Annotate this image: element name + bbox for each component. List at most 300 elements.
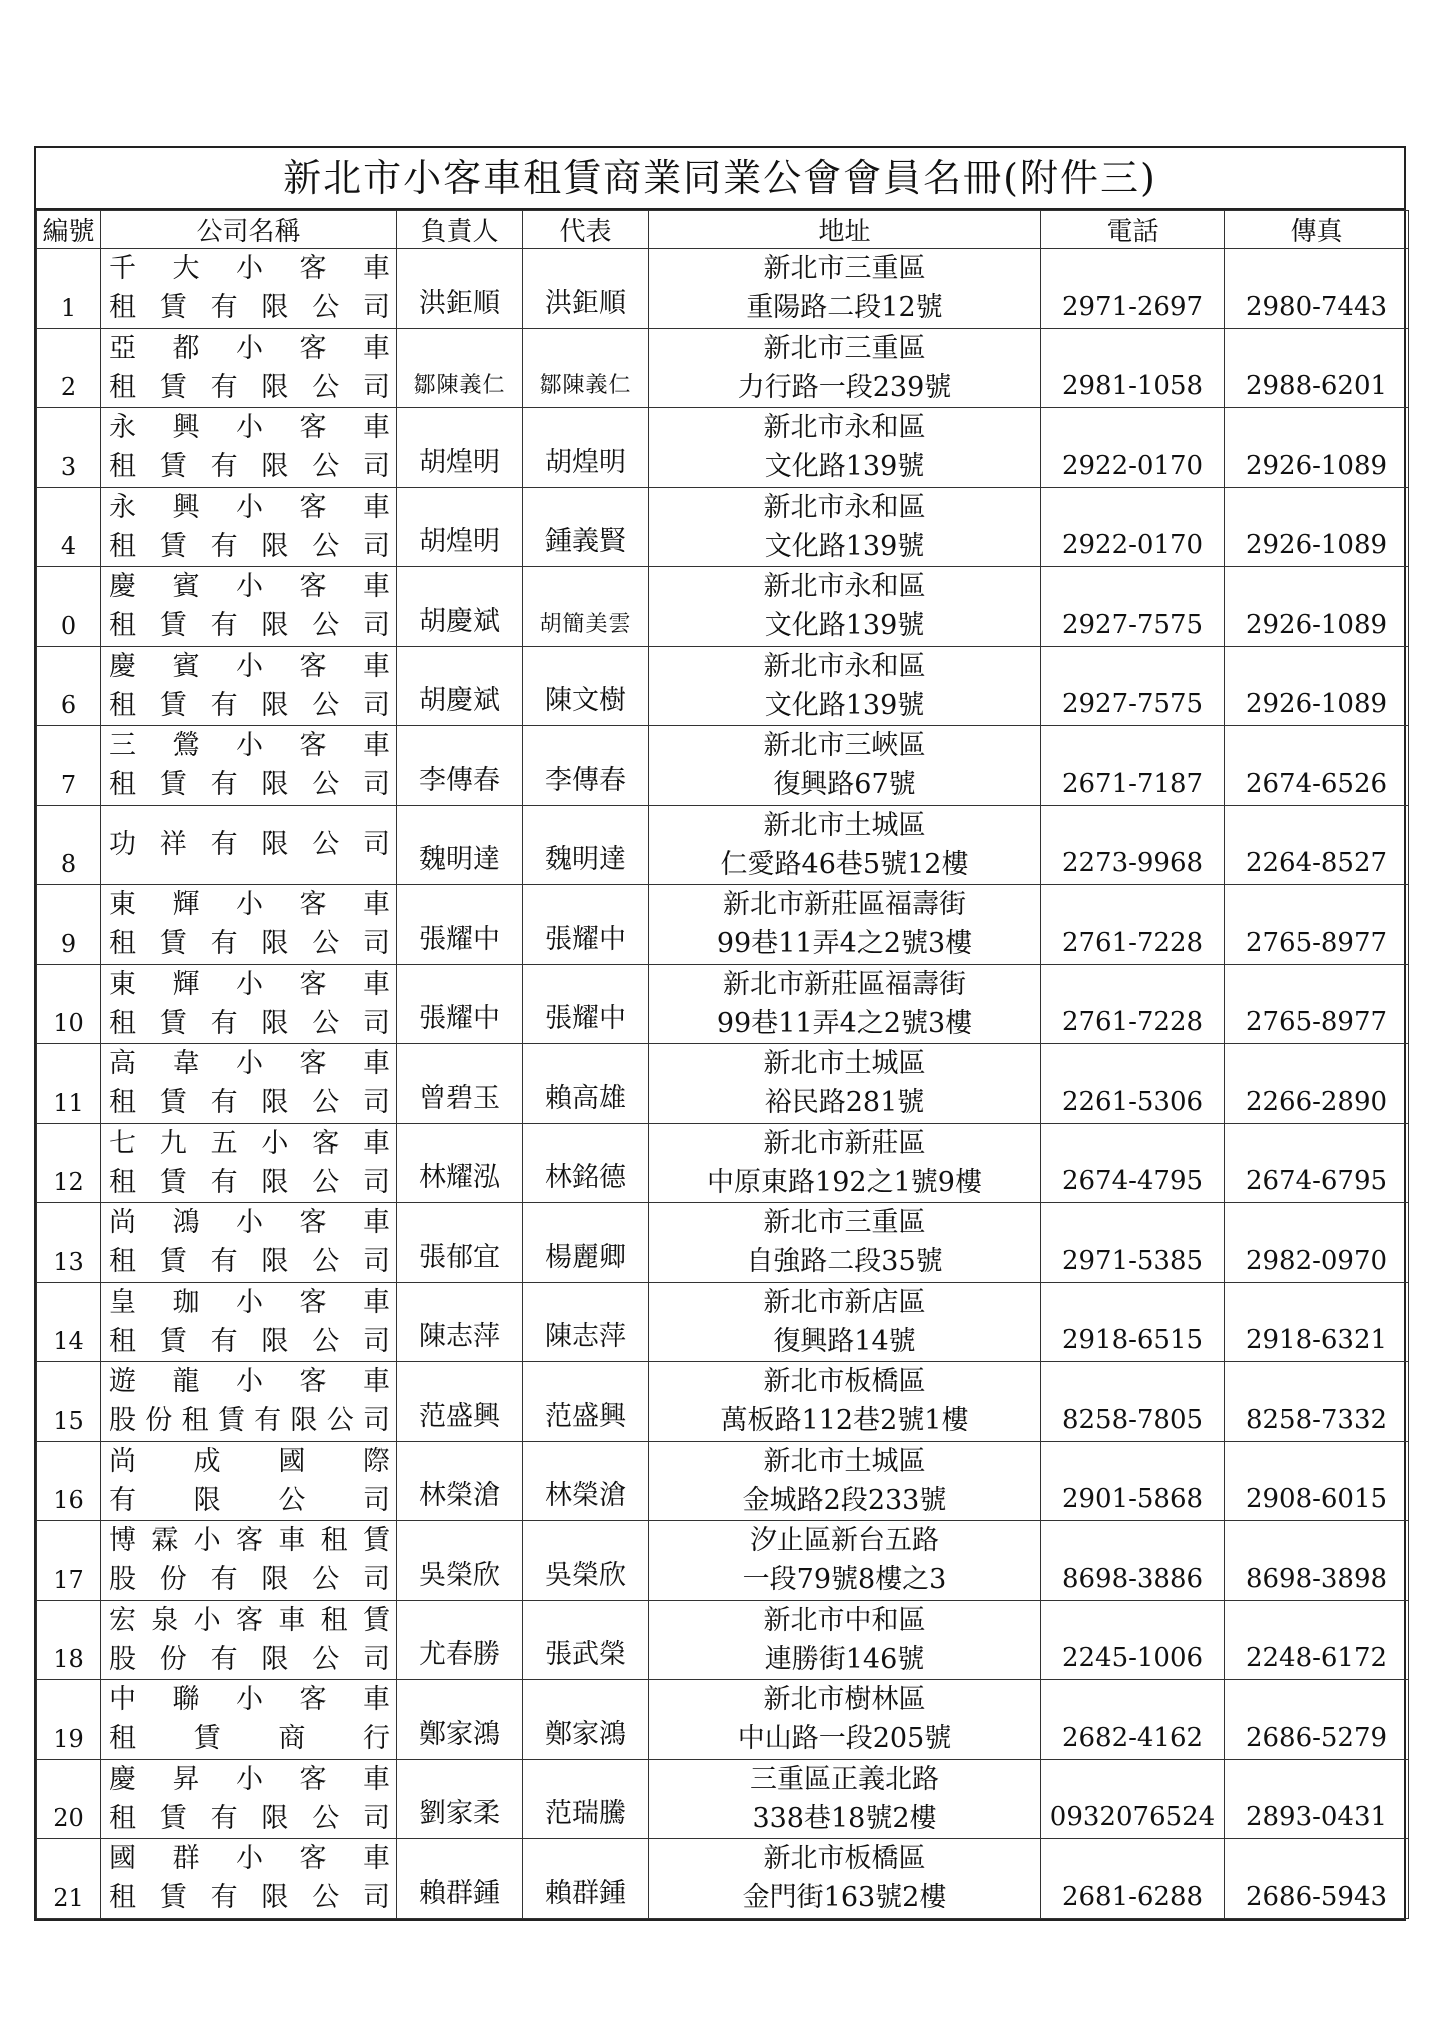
member-number: 21 (37, 1839, 101, 1919)
company-name-char: 客 (235, 1604, 263, 1636)
address-line: 文化路139號 (764, 530, 925, 562)
company-name-char: 租 (320, 1604, 348, 1636)
address-line: 金門街163號2樓 (742, 1882, 947, 1914)
owner-name: 吳榮欣 (397, 1521, 523, 1601)
company-name-char: 司 (362, 1882, 390, 1914)
company-name-char: 租 (109, 1007, 136, 1039)
fax-number: 2266-2890 (1225, 1044, 1409, 1124)
representative-name: 林榮滄 (523, 1441, 649, 1521)
company-name-char: 車 (363, 1763, 390, 1795)
company-name-char: 賃 (159, 371, 187, 403)
fax-number: 2908-6015 (1225, 1441, 1409, 1521)
company-name (101, 1203, 397, 1283)
company-name-char: 群 (172, 1843, 200, 1875)
fax-number: 2980-7443 (1225, 249, 1409, 329)
address-line: 新北市土城區 (763, 1445, 926, 1477)
company-name-char: 有 (210, 1166, 238, 1198)
address (649, 964, 1041, 1044)
table-row (37, 487, 1409, 567)
company-name-char: 小 (236, 1286, 263, 1318)
company-name-char: 賃 (159, 1087, 187, 1119)
company-name (101, 487, 397, 567)
owner-name: 胡慶斌 (397, 646, 523, 726)
company-name-char: 限 (261, 292, 289, 324)
company-name-char: 司 (362, 1643, 390, 1675)
address (649, 1600, 1041, 1680)
phone-number: 2761-7228 (1041, 885, 1225, 965)
company-name (101, 1441, 397, 1521)
owner-name: 洪鉅順 (397, 249, 523, 329)
address-line: 新北市新莊區福壽街 (723, 968, 966, 1000)
phone-number: 2273-9968 (1041, 805, 1225, 885)
company-name-char: 公 (326, 1405, 354, 1437)
company-name-line (109, 726, 390, 765)
company-name-char: 七 (109, 1127, 136, 1159)
fax-number: 2926-1089 (1225, 408, 1409, 488)
company-name-char: 有 (210, 689, 238, 721)
company-name-char: 公 (312, 1564, 340, 1596)
company-name (101, 408, 397, 488)
company-name-char: 限 (261, 928, 289, 960)
phone-number: 0932076524 (1041, 1759, 1225, 1839)
table-row (37, 646, 1409, 726)
header-phone: 電話 (1041, 211, 1225, 249)
company-name-char: 客 (299, 1843, 327, 1875)
company-name-line (109, 1560, 390, 1599)
company-name-char: 小 (236, 1048, 263, 1080)
company-name-line (109, 1401, 390, 1440)
company-name-char: 租 (109, 1166, 136, 1198)
company-name-line (109, 567, 390, 606)
company-name-char: 租 (109, 1882, 136, 1914)
company-name-char: 永 (109, 491, 136, 523)
company-name-char: 股 (109, 1643, 136, 1675)
member-number: 8 (37, 805, 101, 885)
phone-number: 2918-6515 (1041, 1282, 1225, 1362)
table-row (37, 1600, 1409, 1680)
company-name-char: 限 (261, 371, 289, 403)
fax-number: 2988-6201 (1225, 328, 1409, 408)
company-name-char: 東 (109, 968, 136, 1000)
company-name (101, 805, 397, 885)
company-name-char: 小 (236, 1366, 263, 1398)
company-name-char: 車 (363, 571, 390, 603)
company-name-char: 客 (299, 1207, 327, 1239)
company-name-char: 司 (362, 1564, 390, 1596)
company-name-char: 限 (261, 1007, 289, 1039)
company-name-char: 小 (236, 253, 263, 285)
company-name-char: 小 (193, 1525, 221, 1557)
address-line: 新北市永和區 (763, 412, 926, 444)
owner-name: 尤春勝 (397, 1600, 523, 1680)
table-row (37, 1044, 1409, 1124)
company-name-char: 公 (312, 451, 340, 483)
company-name-char: 車 (363, 889, 390, 921)
company-name-line (109, 606, 390, 645)
address-line: 汐止區新台五路 (750, 1525, 939, 1557)
fax-number: 2686-5943 (1225, 1839, 1409, 1919)
member-number: 1 (37, 249, 101, 329)
header-no: 編號 (37, 211, 101, 249)
company-name-char: 客 (299, 1684, 327, 1716)
company-name-char: 公 (312, 1087, 340, 1119)
company-name-char: 賓 (172, 650, 200, 682)
company-name-char: 司 (362, 1405, 390, 1437)
company-name-line (109, 288, 390, 327)
company-name (101, 1839, 397, 1919)
address (649, 1044, 1041, 1124)
address (649, 1680, 1041, 1760)
company-name-char: 限 (261, 769, 289, 801)
owner-name: 林耀泓 (397, 1123, 523, 1203)
company-name-char: 客 (299, 968, 327, 1000)
fax-number: 2674-6795 (1225, 1123, 1409, 1203)
phone-number: 2922-0170 (1041, 487, 1225, 567)
address-line: 新北市土城區 (763, 809, 926, 841)
fax-number: 2248-6172 (1225, 1600, 1409, 1680)
company-name-char: 鶯 (172, 730, 200, 762)
company-name-char: 司 (362, 829, 390, 861)
company-name-char: 賃 (159, 1325, 187, 1357)
representative-name: 陳志萍 (523, 1282, 649, 1362)
company-name-char: 尚 (109, 1445, 136, 1477)
representative-name: 張耀中 (523, 885, 649, 965)
company-name-char: 有 (210, 1325, 238, 1357)
company-name-char: 司 (362, 451, 390, 483)
company-name-char: 公 (312, 1802, 340, 1834)
address-line: 99巷11弄4之2號3樓 (716, 1007, 973, 1039)
table-row (37, 1282, 1409, 1362)
company-name-char: 皇 (109, 1286, 136, 1318)
company-name-char: 輝 (172, 968, 200, 1000)
company-name-line (109, 1442, 390, 1481)
company-name (101, 1600, 397, 1680)
company-name-char: 有 (210, 610, 238, 642)
company-name-char: 司 (362, 371, 390, 403)
representative-name: 胡煌明 (523, 408, 649, 488)
address-line: 萬板路112巷2號1樓 (720, 1405, 969, 1437)
company-name-char: 小 (236, 571, 263, 603)
address-line: 金城路2段233號 (742, 1484, 947, 1516)
company-name-char: 車 (363, 332, 390, 364)
address-line: 文化路139號 (764, 610, 925, 642)
company-name (101, 1123, 397, 1203)
company-name-char: 有 (210, 1802, 238, 1834)
owner-name: 陳志萍 (397, 1282, 523, 1362)
table-row (37, 1521, 1409, 1601)
company-name-char: 小 (193, 1604, 221, 1636)
company-name-line (109, 765, 390, 804)
address-line: 復興路67號 (773, 769, 916, 801)
fax-number: 2674-6526 (1225, 726, 1409, 806)
company-name-char: 限 (261, 1564, 289, 1596)
address-line: 自強路二段35號 (746, 1246, 943, 1278)
table-row (37, 885, 1409, 965)
company-name-line (109, 1878, 390, 1917)
company-name-char: 亞 (109, 332, 136, 364)
address (649, 885, 1041, 965)
company-name-char: 泉 (151, 1604, 179, 1636)
company-name-char: 永 (109, 412, 136, 444)
phone-number: 2971-5385 (1041, 1203, 1225, 1283)
phone-number: 2922-0170 (1041, 408, 1225, 488)
company-name-char: 租 (109, 1087, 136, 1119)
company-name-char: 際 (362, 1445, 390, 1477)
owner-name: 張郁宜 (397, 1203, 523, 1283)
owner-name: 張耀中 (397, 885, 523, 965)
fax-number: 2264-8527 (1225, 805, 1409, 885)
company-name-char: 公 (312, 928, 340, 960)
address-line: 新北市永和區 (763, 491, 926, 523)
company-name-char: 份 (159, 1564, 187, 1596)
address-line: 新北市板橋區 (763, 1843, 926, 1875)
address-line: 新北市樹林區 (763, 1684, 926, 1716)
address (649, 249, 1041, 329)
company-name-char: 客 (299, 730, 327, 762)
company-name-char: 東 (109, 889, 136, 921)
address-line: 新北市板橋區 (763, 1366, 926, 1398)
representative-name: 洪鉅順 (523, 249, 649, 329)
owner-name: 胡煌明 (397, 487, 523, 567)
company-name-char: 公 (312, 610, 340, 642)
company-name-char: 車 (278, 1525, 306, 1557)
address (649, 1123, 1041, 1203)
representative-name: 張武榮 (523, 1600, 649, 1680)
company-name-char: 租 (109, 292, 136, 324)
company-name-char: 三 (109, 730, 136, 762)
fax-number: 2765-8977 (1225, 885, 1409, 965)
member-number: 16 (37, 1441, 101, 1521)
company-name-line (109, 1680, 390, 1719)
owner-name: 劉家柔 (397, 1759, 523, 1839)
address-line: 新北市三重區 (763, 332, 926, 364)
address-line: 338巷18號2樓 (752, 1802, 937, 1834)
company-name-line (109, 1203, 390, 1242)
company-name (101, 249, 397, 329)
company-name-char: 小 (236, 650, 263, 682)
address (649, 408, 1041, 488)
address (649, 1839, 1041, 1919)
company-name (101, 1759, 397, 1839)
phone-number: 2971-2697 (1041, 249, 1225, 329)
company-name-char: 租 (109, 530, 136, 562)
company-name (101, 885, 397, 965)
company-name-char: 客 (299, 332, 327, 364)
representative-name: 賴群鍾 (523, 1839, 649, 1919)
company-name-char: 鴻 (172, 1207, 200, 1239)
company-name-char: 小 (261, 1127, 289, 1159)
company-name-char: 公 (312, 689, 340, 721)
owner-name: 胡煌明 (397, 408, 523, 488)
company-name-char: 份 (159, 1643, 187, 1675)
company-name-char: 租 (109, 1802, 136, 1834)
table-row (37, 408, 1409, 488)
company-name-char: 租 (109, 371, 136, 403)
company-name-line (109, 1839, 390, 1878)
company-name-line (109, 965, 390, 1004)
representative-name: 李傳春 (523, 726, 649, 806)
company-name-char: 賃 (159, 1166, 187, 1198)
company-name-char: 昇 (172, 1763, 200, 1795)
company-name-char: 車 (363, 650, 390, 682)
company-name-char: 霖 (151, 1525, 179, 1557)
company-name-char: 車 (363, 1207, 390, 1239)
company-name-char: 龍 (172, 1366, 200, 1398)
company-name-char: 租 (109, 1246, 136, 1278)
company-name-line (109, 447, 390, 486)
company-name-char: 公 (312, 292, 340, 324)
company-name-line (109, 647, 390, 686)
company-name-line (109, 1004, 390, 1043)
table-row (37, 1680, 1409, 1760)
fax-number: 2765-8977 (1225, 964, 1409, 1044)
company-name-char: 車 (363, 412, 390, 444)
company-name-line (109, 1083, 390, 1122)
company-name-char: 小 (236, 889, 263, 921)
phone-number: 8258-7805 (1041, 1362, 1225, 1442)
company-name-char: 高 (109, 1048, 136, 1080)
address-line: 新北市土城區 (763, 1048, 926, 1080)
company-name-char: 司 (362, 928, 390, 960)
company-name-char: 客 (235, 1525, 263, 1557)
member-number: 18 (37, 1600, 101, 1680)
address-line: 連勝街146號 (764, 1643, 925, 1675)
company-name-char: 小 (236, 491, 263, 523)
company-name-char: 興 (172, 412, 200, 444)
phone-number: 2981-1058 (1041, 328, 1225, 408)
company-name-char: 限 (261, 451, 289, 483)
company-name-char: 有 (210, 451, 238, 483)
representative-name: 楊麗卿 (523, 1203, 649, 1283)
header-row (37, 211, 1409, 249)
company-name-char: 韋 (172, 1048, 200, 1080)
address-line: 新北市新店區 (763, 1286, 926, 1318)
company-name-char: 賃 (362, 1604, 390, 1636)
company-name-char: 賃 (159, 1882, 187, 1914)
company-name-char: 限 (261, 610, 289, 642)
company-name-char: 車 (363, 1843, 390, 1875)
company-name-char: 有 (210, 1246, 238, 1278)
address-line: 新北市新莊區福壽街 (723, 889, 966, 921)
company-name-char: 限 (261, 1882, 289, 1914)
company-name-char: 客 (299, 889, 327, 921)
company-name-char: 司 (362, 610, 390, 642)
representative-name: 鍾義賢 (523, 487, 649, 567)
company-name-char: 股 (109, 1405, 136, 1437)
company-name-char: 公 (312, 1325, 340, 1357)
company-name-char: 司 (362, 1246, 390, 1278)
company-name-char: 遊 (109, 1366, 136, 1398)
phone-number: 2761-7228 (1041, 964, 1225, 1044)
member-number: 4 (37, 487, 101, 567)
company-name-line (109, 1322, 390, 1361)
address (649, 1282, 1041, 1362)
company-name-char: 司 (362, 1007, 390, 1039)
company-name (101, 1521, 397, 1601)
company-name-char: 公 (312, 1166, 340, 1198)
company-name-line (109, 1640, 390, 1679)
company-name-char: 公 (312, 1007, 340, 1039)
company-name-char: 公 (278, 1484, 306, 1516)
company-name-char: 司 (362, 292, 390, 324)
company-name-char: 限 (261, 1246, 289, 1278)
table-row (37, 1839, 1409, 1919)
company-name-char: 國 (278, 1445, 306, 1477)
company-name-char: 賃 (217, 1405, 245, 1437)
company-name-char: 輝 (172, 889, 200, 921)
phone-number: 2927-7575 (1041, 567, 1225, 647)
company-name-char: 限 (261, 530, 289, 562)
phone-number: 2901-5868 (1041, 1441, 1225, 1521)
table-row (37, 1759, 1409, 1839)
company-name-char: 慶 (109, 650, 136, 682)
table-row (37, 1123, 1409, 1203)
company-name-char: 公 (312, 1882, 340, 1914)
company-name-char: 車 (363, 1286, 390, 1318)
company-name (101, 1282, 397, 1362)
address-line: 裕民路281號 (764, 1087, 925, 1119)
company-name-char: 珈 (172, 1286, 200, 1318)
representative-name: 張耀中 (523, 964, 649, 1044)
member-number: 11 (37, 1044, 101, 1124)
address-line: 一段79號8樓之3 (742, 1564, 947, 1596)
document-title: 新北市小客車租賃商業同業公會會員名冊(附件三) (36, 148, 1404, 210)
company-name-char: 有 (210, 1643, 238, 1675)
company-name-char: 賓 (172, 571, 200, 603)
representative-name: 范瑞騰 (523, 1759, 649, 1839)
address-line: 新北市永和區 (763, 571, 926, 603)
member-number: 15 (37, 1362, 101, 1442)
owner-name: 林榮滄 (397, 1441, 523, 1521)
company-name-char: 客 (299, 491, 327, 523)
fax-number: 2926-1089 (1225, 646, 1409, 726)
company-name-char: 尚 (109, 1207, 136, 1239)
address-line: 新北市三峽區 (763, 730, 926, 762)
address-line: 新北市中和區 (763, 1604, 926, 1636)
company-name-char: 公 (312, 769, 340, 801)
member-number: 0 (37, 567, 101, 647)
company-name-line (109, 329, 390, 368)
company-name-char: 車 (278, 1604, 306, 1636)
member-number: 10 (37, 964, 101, 1044)
company-name (101, 1362, 397, 1442)
company-name (101, 646, 397, 726)
company-name-char: 行 (362, 1723, 390, 1755)
member-number: 7 (37, 726, 101, 806)
address-line: 重陽路二段12號 (746, 292, 943, 324)
company-name-char: 租 (109, 451, 136, 483)
company-name-char: 客 (299, 1366, 327, 1398)
phone-number: 2261-5306 (1041, 1044, 1225, 1124)
phone-number: 2671-7187 (1041, 726, 1225, 806)
header-fax: 傳真 (1225, 211, 1409, 249)
company-name-char: 九 (159, 1127, 187, 1159)
company-name-char: 有 (210, 1087, 238, 1119)
company-name-char: 司 (362, 769, 390, 801)
company-name-char: 車 (363, 1684, 390, 1716)
table-row (37, 1203, 1409, 1283)
company-name (101, 567, 397, 647)
company-name-char: 賃 (159, 1007, 187, 1039)
company-name-char: 車 (363, 253, 390, 285)
company-name-char: 有 (254, 1405, 282, 1437)
fax-number: 2982-0970 (1225, 1203, 1409, 1283)
company-name-char: 客 (299, 650, 327, 682)
company-name-char: 有 (210, 530, 238, 562)
company-name-char: 有 (210, 292, 238, 324)
company-name-char: 中 (109, 1684, 136, 1716)
header-rep: 代表 (523, 211, 649, 249)
